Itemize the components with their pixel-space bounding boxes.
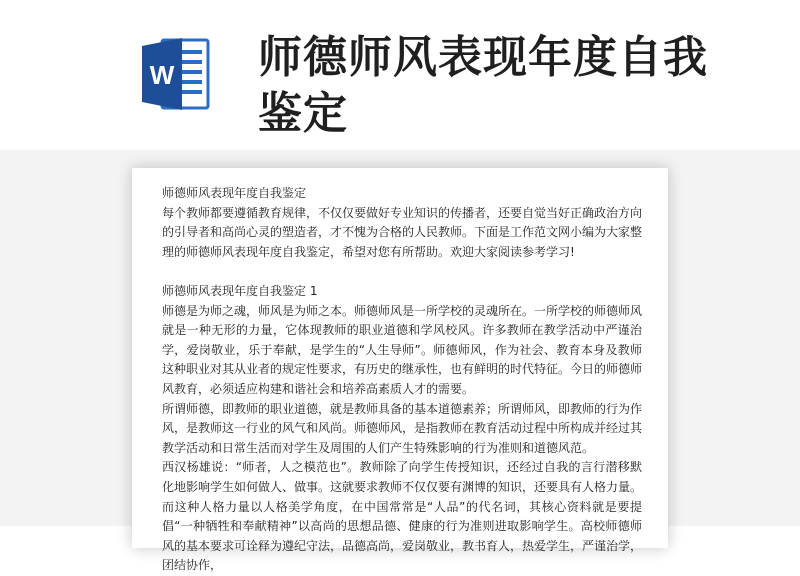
header-banner <box>0 0 800 150</box>
document-intro: 每个教师都要遵循教育规律，不仅仅要做好专业知识的传播者，还要自觉当好正确政治方向的引导者和高尚心灵的塑造者，才不愧为合格的人民教师。下面是工作范文网小编为大家整理的师德师风表现年度自我鉴定，希望对您有所帮助。欢迎大家阅读参考学习! <box>162 205 643 259</box>
body-paragraph: 师德是为师之魂，师风是为师之本。师德师风是一所学校的灵魂所在。一所学校的师德师风就是一种无形的力量，它体现教师的职业道德和学风校风。许多教师在教学活动中严谨治学，爱岗敬业，乐于奉献，是学生的“人生导师”。师德师风，作为社会、教育本身及教师这种职业对其从业者的规定性要求，有历史的继承性，也有鲜明的时代特征。今日的师德师风教育，必须适应构建和谐社会和培养高素质人才的需要。 <box>162 303 643 396</box>
document-body <box>162 184 642 576</box>
document-heading: 师德师风表现年度自我鉴定 <box>162 186 307 200</box>
page-title: 师德师风表现年度自我鉴定 <box>258 32 708 139</box>
paragraph-spacer <box>162 262 642 282</box>
body-paragraph: 所谓师德，即教师的职业道德，就是教师具备的基本道德素养；所谓师风，即教师的行为作风，是教师这一行业的风气和风尚。师德师风，是指教师在教育活动过程中所构成并经过其教学活动和日常生活而对学生及周围的人们产生特殊影响的行为准则和道德风范。 <box>162 401 643 455</box>
word-document-icon <box>140 34 212 114</box>
word-icon-letter: W <box>149 60 175 90</box>
body-paragraph: 西汉杨雄说：“师者，人之模范也”。教师除了向学生传授知识，还经过自我的言行潜移默化地影响学生如何做人、做事。这就要求教师不仅仅要有渊博的知识，还要具有人格力量。而这种人格力量以人格美学角度，在中国常常是“人品”的代名词，其核心资料就是要提倡“一种牺牲和奉献精神”以高尚的思想品德、健康的行为准则进取影响学生。高校师德师风的基本要求可诠释为遵纪守法，品德高尚，爱岗敬业，教书育人，热爱学生，严谨治学，团结协作， <box>162 460 643 573</box>
section-title: 师德师风表现年度自我鉴定 1 <box>162 283 318 298</box>
document-page <box>132 168 668 573</box>
